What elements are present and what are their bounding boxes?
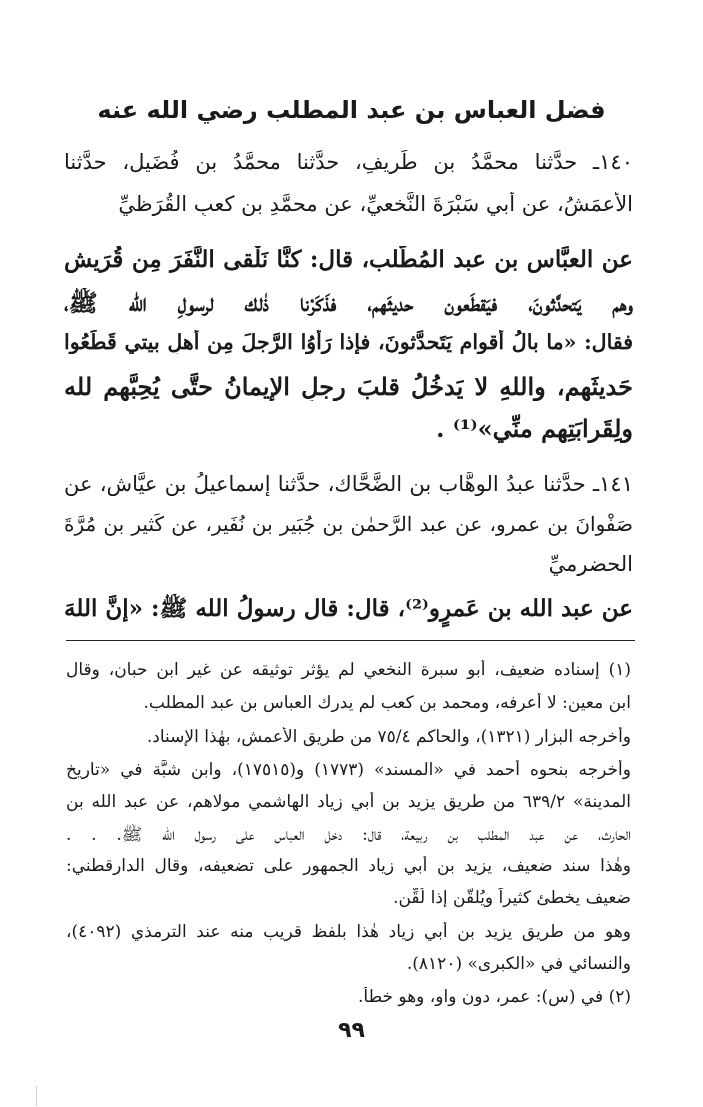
hadith-140-matn-line-4: حَديثَهم، واللهِ لا يَدخُلُ قلبَ رجلٍ الإيمانُ حتَّى يُحِبَّهم لله [64,372,633,401]
footnote-line-6: الحارث، عن عبد المطلب بن ربيعة، قال: دخل العباس على رسول الله ﷺ. . . [66,825,631,845]
footnote-line-7: وهٰذا سند ضعيف، يزيد بن أبي زياد الجمهور على تضعيفه، وقال الدارقطني: [66,856,631,876]
hadith-140-matn-line-2: وهم يَتحدَّثونَ، فيَقطَعون حديثَهم، فذَكَرْنا ذٰلك لرسولِ الله ﷺ، [64,288,633,317]
hadith-140-matn-line-1: عن العبَّاس بن عبد المُطَّلب، قال: كنَّا نَلْقى النَّفَرَ مِن قُرَيشٍ [64,246,633,273]
footnote-line-9: وهو من طريق يزيد بن أبي زياد هٰذا بلفظ قريب منه عند الترمذي (٤٠٩٢)، [66,922,631,942]
hadith-141-isnad-line-2: صَفْوانَ بن عمرو، عن عبد الرَّحمٰن بن جُبَير بن نُفَير، عن كَثيرِ بن مُرَّةَ [64,512,633,536]
hadith-141-matn-line-1: عن عبد الله بن عَمرٍو⁽²⁾، قال: قال رسولُ الله ﷺ: «إنَّ اللهَ [64,595,633,622]
hadith-140-isnad-line-1: ١٤٠ـ حدَّثنا محمَّدُ بن طَرِيفٍ، حدَّثنا محمَّدُ بن فُضَيلٍ، حدَّثنا [64,150,633,174]
footnote-line-1: (١) إسناده ضعيف، أبو سبرة النخعي لم يؤثر توثيقه عن غير ابن حبان، وقال [66,660,631,680]
hadith-141-isnad-line-3: الحضرميِّ [548,552,633,576]
page-number: ٩٩ [338,1018,365,1043]
footnote-line-8: ضعيف يخطئ كثيراً ويُلقَّن إذا لُقِّن. [393,888,631,908]
footnote-line-11: (٢) في (س): عمر، دون واو، وهو خطأ. [357,987,631,1007]
footnote-line-3: وأخرجه البزار (١٣٢١)، والحاكم ٧٥/٤ من طريق الأعمش، بهٰذا الإسناد. [146,727,631,747]
hadith-141-isnad-line-1: ١٤١ـ حدَّثنا عبدُ الوهَّاب بن الضَّحَّاك، حدَّثنا إسماعيلُ بن عيَّاش، عن [64,472,633,496]
scan-edge-mark [36,1086,37,1106]
footnote-line-10: والنسائي في «الكبرى» (٨١٢٠). [406,954,631,974]
footnote-line-2: ابن معين: لا أعرفه، ومحمد بن كعب لم يدرك العباس بن عبد المطلب. [143,693,631,713]
footnote-line-5: المدينة» ٦٣٩/٢ من طريق يزيد بن أبي زياد الهاشمي مولاهم، عن عبد الله بن [66,792,631,812]
hadith-140-matn-line-5: ولِقَرابَتِهم منِّي»⁽¹⁾ . [436,414,633,443]
footnote-line-4: وأخرجه بنحوه أحمد في «المسند» (١٧٧٣) و(١٧٥١٥)، وابن شبَّة في «تاريخ [66,760,631,780]
footnote-separator [66,640,635,641]
hadith-140-matn-line-3: فقال: «ما بالُ أقوامٍ يَتَحدَّثونَ، فإذا رَأَوُا الرَّجلَ مِن أهلِ بيتي قَطَعُوا [64,330,633,354]
chapter-title: فضل العباس بن عبد المطلب رضي الله عنه [97,96,606,124]
hadith-140-isnad-line-2: الأعمَشُ، عن أبي سَبْرَةَ النَّخعيِّ، عن محمَّدِ بن كعبٍ القُرَظيِّ [118,192,633,216]
